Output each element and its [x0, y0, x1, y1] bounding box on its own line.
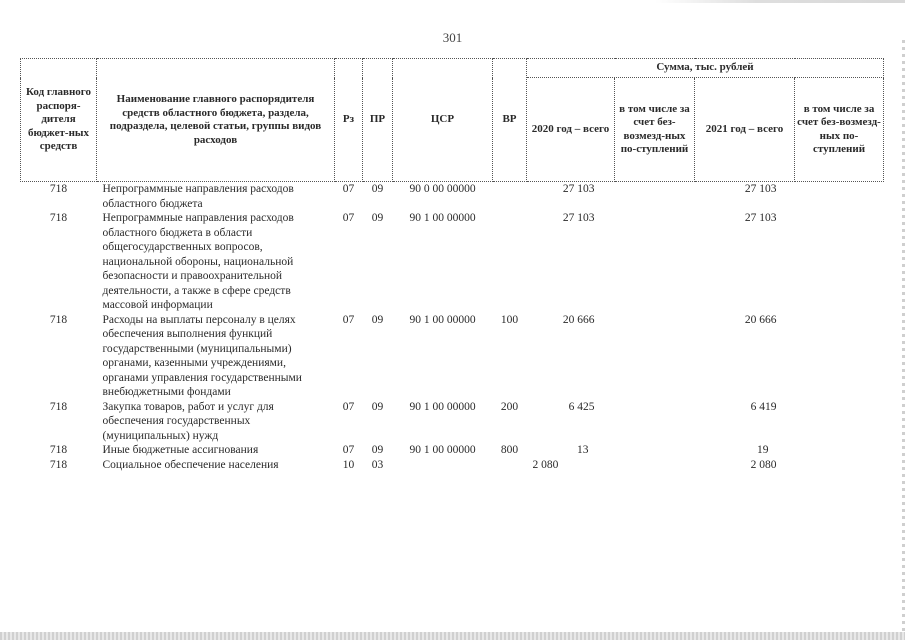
- cell-2021-grants: [795, 458, 884, 473]
- cell-2021-grants: [795, 313, 884, 400]
- cell-2020-grants: [615, 400, 695, 444]
- cell-vr: 800: [500, 444, 519, 456]
- budget-table: [20, 58, 884, 472]
- cell-2021-total: 27 103: [744, 183, 777, 195]
- cell-rz: 07: [342, 183, 355, 195]
- cell-2021-total: 6 419: [750, 400, 777, 413]
- table-body: [21, 182, 884, 473]
- cell-2020-total: 27 103: [562, 183, 595, 195]
- cell-name: Непрограммные направления расходов областного бюджета в области общегосударственных вопросов, национальной обороны, национальной безопасности и правоохранительной деятельности, а также в сфере средств массовой информации: [102, 212, 294, 311]
- cell-rz: 10: [342, 458, 355, 471]
- page-number: 301: [442, 30, 463, 45]
- header-rz: Рз: [335, 59, 363, 182]
- cell-2020-grants: [615, 182, 695, 212]
- table-row: [21, 400, 884, 444]
- cell-code: 718: [49, 313, 68, 326]
- cell-vr: [493, 458, 527, 473]
- header-2021-total: 2021 год – всего: [695, 78, 795, 182]
- cell-2020-total: 6 425: [568, 400, 595, 413]
- header-sum-group: Сумма, тыс. рублей: [527, 59, 884, 78]
- cell-code: 718: [49, 444, 68, 456]
- cell-2021-grants: [795, 400, 884, 444]
- cell-rz: 07: [342, 212, 355, 224]
- header-2020-total: 2020 год – всего: [527, 78, 615, 182]
- cell-code: 718: [49, 183, 68, 195]
- cell-2020-grants: [615, 458, 695, 473]
- table-row: [21, 313, 884, 400]
- cell-name: Закупка товаров, работ и услуг для обеспечения государственных (муниципальных) нужд: [102, 400, 274, 442]
- cell-2021-grants: [795, 182, 884, 212]
- cell-2021-total: 20 666: [744, 313, 777, 326]
- cell-name: Иные бюджетные ассигнования: [102, 444, 259, 456]
- header-pr: ПР: [363, 59, 393, 182]
- cell-2020-total: 20 666: [562, 313, 595, 326]
- header-2021-grants: в том числе за счет без-возмезд-ных по-ступлений: [795, 78, 884, 182]
- cell-2020-total: 2 080: [532, 458, 559, 471]
- cell-2021-total: 19: [757, 444, 769, 456]
- cell-name: Расходы на выплаты персоналу в целях обеспечения выполнения функций государственными (муниципальными) органами, казенными учреждениями, органами управления государственными внебюджетными фондами: [102, 313, 302, 398]
- cell-2021-grants: [795, 443, 884, 458]
- header-vr: ВР: [493, 59, 527, 182]
- table-row: [21, 182, 884, 212]
- cell-pr: 03: [371, 458, 384, 471]
- header-code: Код главного распоря-дителя бюджет-ных средств: [21, 59, 97, 182]
- cell-2020-grants: [615, 443, 695, 458]
- cell-vr: [493, 211, 527, 313]
- cell-csr: [393, 458, 493, 473]
- cell-2020-grants: [615, 211, 695, 313]
- cell-csr: 90 1 00 00000: [409, 444, 476, 456]
- cell-rz: 07: [342, 444, 355, 456]
- cell-csr: 90 1 00 00000: [409, 212, 476, 224]
- cell-pr: 09: [371, 183, 384, 195]
- cell-pr: 09: [371, 400, 384, 413]
- table-row: [21, 443, 884, 458]
- cell-csr: 90 1 00 00000: [409, 313, 476, 326]
- cell-csr: 90 0 00 00000: [409, 183, 476, 195]
- cell-2021-total: 2 080: [750, 458, 777, 471]
- cell-code: 718: [49, 458, 68, 471]
- cell-2021-grants: [795, 211, 884, 313]
- cell-2021-total: 27 103: [744, 212, 777, 224]
- cell-2020-grants: [615, 313, 695, 400]
- cell-vr: 200: [500, 400, 519, 413]
- header-name: Наименование главного распорядителя средств областного бюджета, раздела, подраздела, целевой статьи, группы видов расходов: [97, 59, 335, 182]
- cell-code: 718: [49, 212, 68, 224]
- cell-vr: 100: [500, 313, 519, 326]
- cell-pr: 09: [371, 313, 384, 326]
- cell-csr: 90 1 00 00000: [409, 400, 476, 413]
- cell-pr: 09: [371, 444, 384, 456]
- cell-name: Непрограммные направления расходов областного бюджета: [102, 183, 294, 210]
- table-header: [21, 59, 884, 182]
- scan-artifact-bottom: [0, 632, 905, 640]
- cell-vr: [493, 182, 527, 212]
- scan-artifact-top: [655, 0, 905, 3]
- cell-rz: 07: [342, 400, 355, 413]
- cell-2020-total: 27 103: [562, 212, 595, 224]
- table-row: [21, 458, 884, 473]
- cell-name: Социальное обеспечение населения: [102, 458, 279, 471]
- cell-2020-total: 13: [577, 444, 589, 456]
- table-row: [21, 211, 884, 313]
- cell-pr: 09: [371, 212, 384, 224]
- header-csr: ЦСР: [393, 59, 493, 182]
- cell-code: 718: [49, 400, 68, 413]
- cell-rz: 07: [342, 313, 355, 326]
- header-2020-grants: в том числе за счет без-возмезд-ных по-ступлений: [615, 78, 695, 182]
